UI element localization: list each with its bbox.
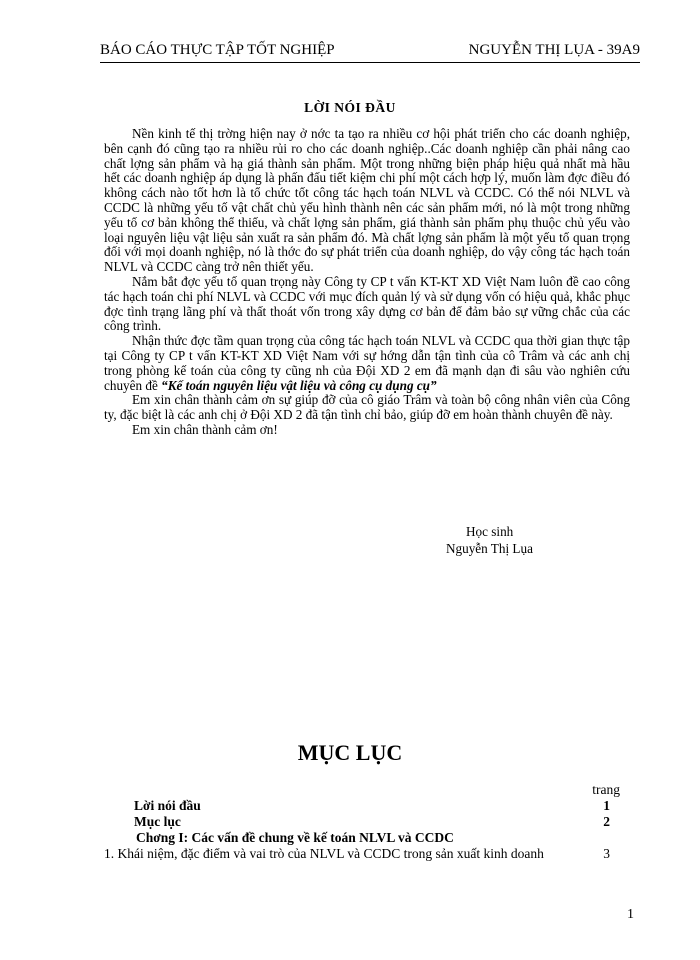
- preface-body: [104, 127, 630, 438]
- toc-label: Chơng I: Các vấn đề chung về kế toán NLVL và CCDC: [136, 830, 454, 845]
- toc-page: 2: [603, 814, 610, 829]
- signature-role: Học sinh: [466, 524, 514, 539]
- toc-page-header: trang: [592, 782, 620, 797]
- preface-paragraph-text: Nhận thức đợc tầm quan trọng của công tác hạch toán NLVL và CCDC qua thời gian thực tập tại Công ty CP t vấn KT-KT XD Việt Nam với sự hớng dẫn tận tình của cô Trâm và các anh chị trong phòng kế toán của công ty cũng nh của Đội XD 2 em đã mạnh dạn đi sâu vào nghiên cứu chuyên đề: [104, 333, 630, 393]
- toc-title: MỤC LỤC: [297, 740, 403, 765]
- preface-paragraph: Nền kinh tế thị trờng hiện nay ở nớc ta tạo ra nhiều cơ hội phát triển cho các doanh nghiệp, bên cạnh đó cũng tạo ra nhiều rủi ro cho các doanh nghiệp..Các doanh nghiệp cần phải nâng cao chất lợng sản phẩm và hạ giá thành sản phẩm. Một trong những biện pháp hiệu quả nhất mà hầu hết các doanh nghiệp áp dụng là phấn đấu tiết kiệm chi phí một cách hợp lý, muốn làm đợc điều đó không cách nào tốt hơn là tổ chức tốt công tác hạch toán NLVL và CCDC. Có thể nói NLVL và CCDC là những yếu tố vật chất chủ yếu hình thành nên các sản phẩm mới, nó là một trong những yếu tố cơ bản không thể thiếu, và chất lợng sản phẩm, giá thành sản phẩm phụ thuộc chủ yếu vào loại nguyên liệu vật liệu sản xuất ra sản phẩm đó. Mà chất lợng sản phẩm là một yếu tố quan trọng đối với mọi doanh nghiệp, nó là thớc đo sự phát triển của doanh nghiệp, do vậy công tác hạch toán NLVL và CCDC càng trở nên thiết yếu.: [104, 126, 630, 275]
- header-author: NGUYỄN THỊ LỤA - 39A9: [468, 42, 640, 58]
- signature-name: Nguyễn Thị Lụa: [446, 541, 533, 556]
- toc-label: Lời nói đầu: [134, 798, 201, 813]
- preface-paragraph: Nắm bắt đợc yếu tố quan trọng này Công ty CP t vấn KT-KT XD Việt Nam luôn đề cao công tác hạch toán chi phí NLVL và CCDC với mục đích quản lý và sử dụng vốn có hiệu quả, khắc phục đợc tình trạng lãng phí và thất thoát vốn trong xây dựng cơ bản để đảm bảo sự vững chắc của các công trình.: [104, 273, 630, 334]
- preface-paragraph: Em xin chân thành cảm ơn!: [132, 421, 278, 437]
- page-number: 1: [627, 907, 634, 922]
- toc-label: 1. Khái niệm, đặc điểm và vai trò của NLVL và CCDC trong sản xuất kinh doanh: [104, 846, 544, 861]
- topic-title: “Kế toán nguyên liệu vật liệu và công cụ dụng cụ”: [161, 377, 437, 393]
- toc-page: 1: [603, 798, 610, 813]
- preface-title: LỜI NÓI ĐẦU: [304, 100, 396, 115]
- preface-paragraph: [104, 334, 630, 393]
- preface-paragraph: Em xin chân thành cảm ơn sự giúp đỡ của cô giáo Trâm và toàn bộ công nhân viên của Công ty, đặc biệt là các anh chị ở Đội XD 2 đã tận tình chỉ bảo, giúp đỡ em hoàn thành chuyên đề này.: [104, 392, 630, 423]
- page-header: [100, 40, 640, 63]
- toc-label: Mục lục: [134, 814, 181, 829]
- header-report-title: BÁO CÁO THỰC TẬP TỐT NGHIỆP: [100, 42, 335, 58]
- toc-page: 3: [603, 846, 610, 861]
